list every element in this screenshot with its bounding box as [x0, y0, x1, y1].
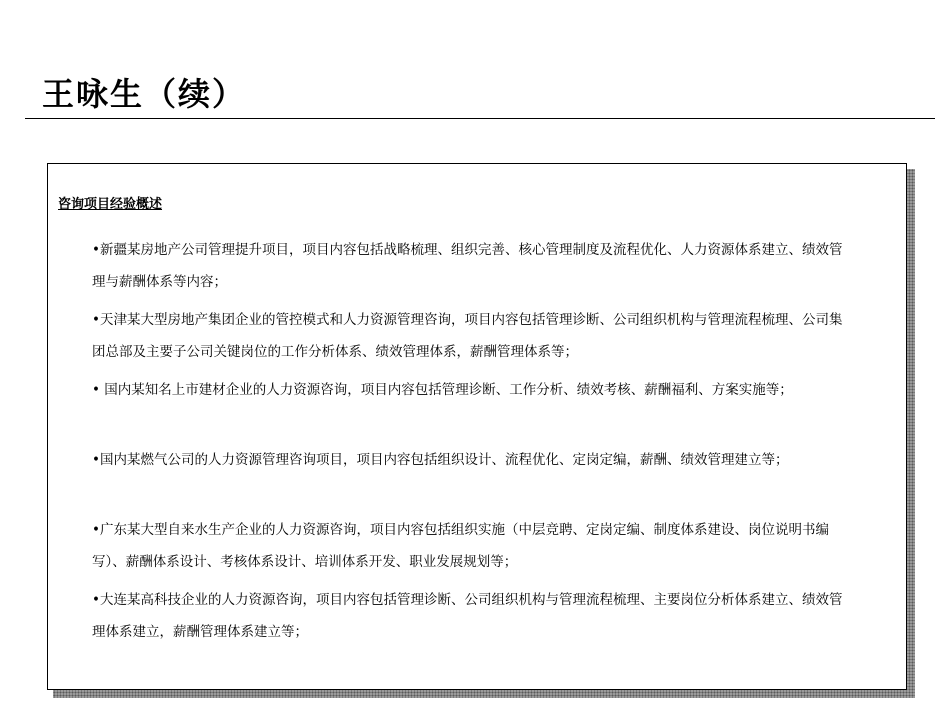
list-item: •广东某大型自来水生产企业的人力资源咨询，项目内容包括组织实施（中层竞聘、定岗定编、制度体系建设、岗位说明书编写）、薪酬体系设计、考核体系设计、培训体系开发、职业发展规划等； [92, 522, 829, 570]
list-item: • 国内某知名上市建材企业的人力资源咨询，项目内容包括管理诊断、工作分析、绩效考核、薪酬福利、方案实施等； [92, 382, 793, 398]
list-item: •新疆某房地产公司管理提升项目，项目内容包括战略梳理、组织完善、核心管理制度及流程优化、人力资源体系建立、绩效管理与薪酬体系等内容； [92, 242, 843, 290]
list-item: •大连某高科技企业的人力资源咨询，项目内容包括管理诊断、公司组织机构与管理流程梳理、主要岗位分析体系建立、绩效管理体系建立，薪酬管理体系建立等； [92, 592, 843, 640]
list-item: •国内某燃气公司的人力资源管理咨询项目，项目内容包括组织设计、流程优化、定岗定编，薪酬、绩效管理建立等； [92, 452, 789, 468]
title-divider [25, 118, 935, 119]
content-panel [47, 163, 907, 690]
list-item: •天津某大型房地产集团企业的管控模式和人力资源管理咨询，项目内容包括管理诊断、公司组织机构与管理流程梳理、公司集团总部及主要子公司关键岗位的工作分析体系、绩效管理体系，薪酬管理体系等； [92, 312, 843, 360]
page-title: 王咏生（续） [42, 75, 247, 113]
section-heading: 咨询项目经验概述 [58, 197, 163, 212]
project-list [92, 234, 852, 654]
